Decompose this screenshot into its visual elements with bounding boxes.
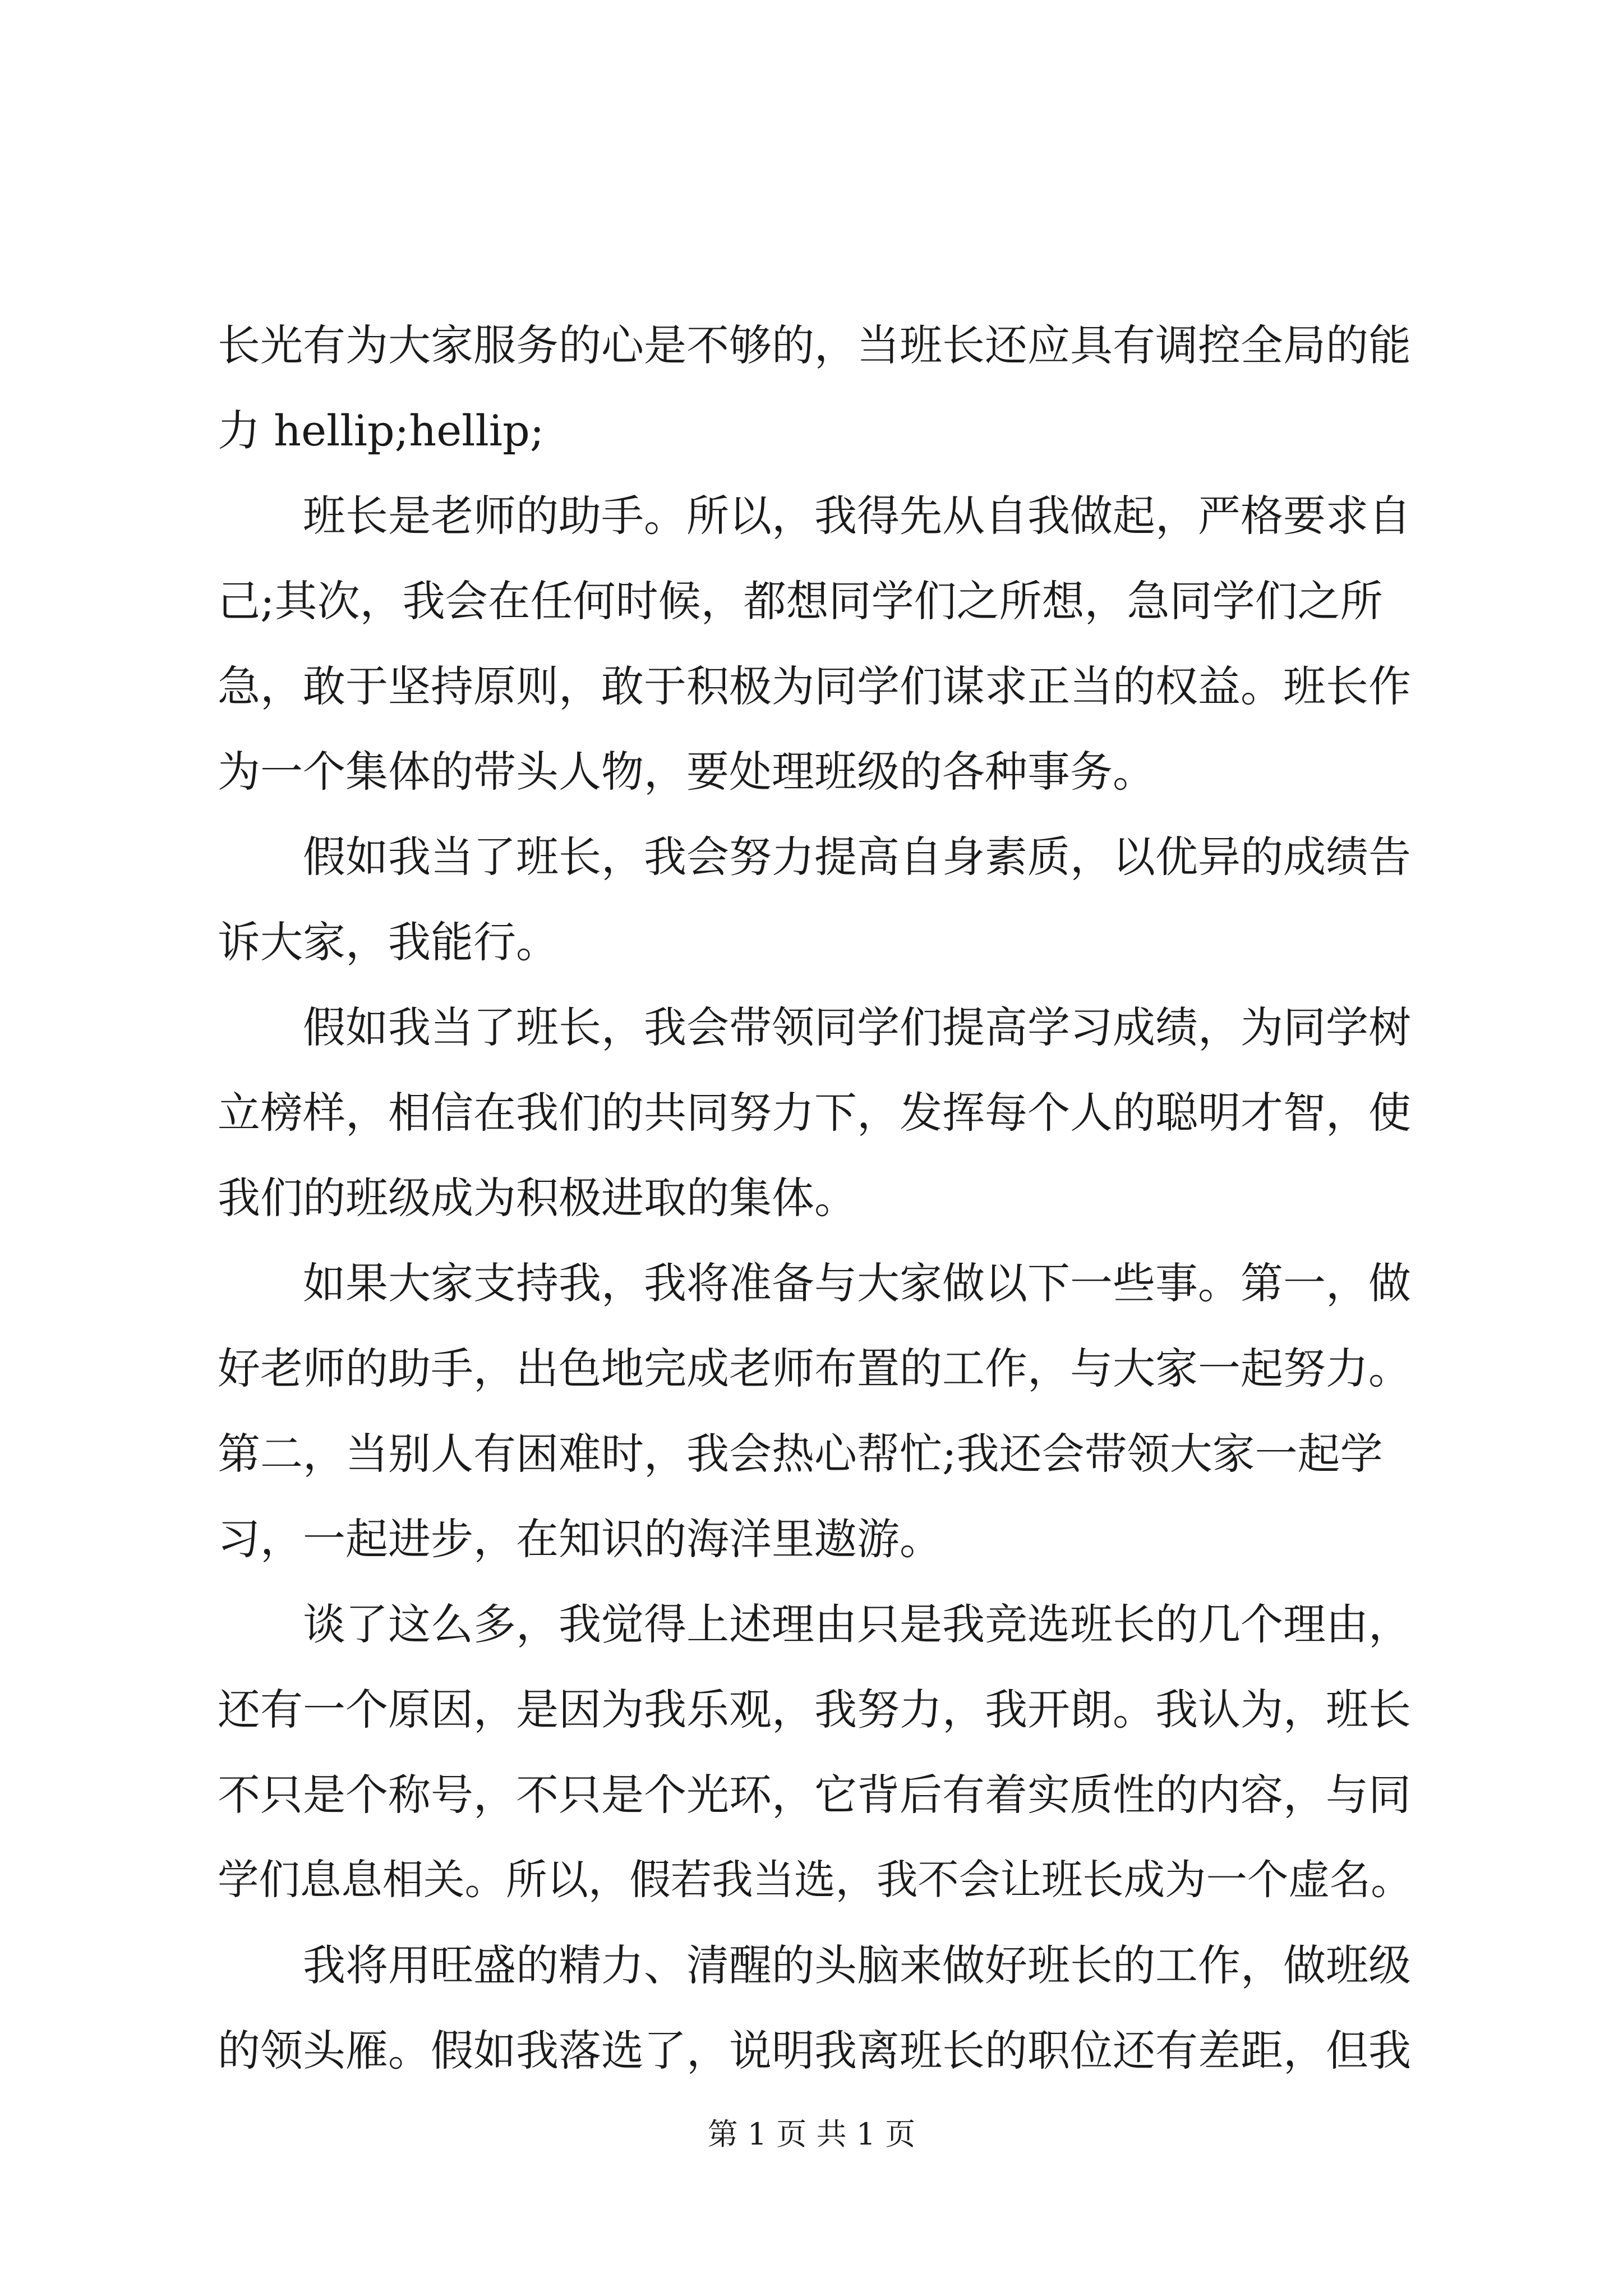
text-line: 力 hellip;hellip; [218, 406, 545, 455]
text-line: 好老师的助手，出色地完成老师布置的工作，与大家一起努力。 [218, 1343, 1411, 1393]
text-line: 我们的班级成为积极进取的集体。 [218, 1173, 857, 1223]
text-line: 如果大家支持我，我将准备与大家做以下一些事。第一，做 [303, 1258, 1411, 1308]
page-footer: 第 1 页 共 1 页 [707, 2116, 916, 2152]
text-line: 己;其次，我会在任何时候，都想同学们之所想，急同学们之所 [218, 576, 1383, 626]
text-line: 为一个集体的带头人物，要处理班级的各种事务。 [218, 747, 1155, 797]
text-line: 谈了这么多，我觉得上述理由只是我竞选班长的几个理由， [303, 1599, 1411, 1649]
text-line: 我将用旺盛的精力、清醒的头脑来做好班长的工作，做班级 [303, 1940, 1411, 1990]
text-line: 习，一起进步，在知识的海洋里遨游。 [218, 1514, 942, 1564]
text-line: 假如我当了班长，我会带领同学们提高学习成绩，为同学树 [303, 1002, 1411, 1052]
text-line: 不只是个称号，不只是个光环，它背后有着实质性的内容，与同 [218, 1770, 1411, 1820]
text-line: 学们息息相关。所以，假若我当选，我不会让班长成为一个虚名。 [218, 1856, 1412, 1904]
body-text [218, 303, 1412, 2093]
text-line: 班长是老师的助手。所以，我得先从自我做起，严格要求自 [303, 491, 1411, 541]
text-line: 第二，当别人有困难时，我会热心帮忙;我还会带领大家一起学 [218, 1429, 1383, 1479]
text-line: 急，敢于坚持原则，敢于积极为同学们谋求正当的权益。班长作 [218, 661, 1411, 711]
text-line: 诉大家，我能行。 [218, 917, 559, 967]
text-line: 的领头雁。假如我落选了，说明我离班长的职位还有差距，但我 [218, 2026, 1411, 2076]
text-line: 假如我当了班长，我会努力提高自身素质，以优异的成绩告 [303, 832, 1411, 882]
text-line: 还有一个原因，是因为我乐观，我努力，我开朗。我认为，班长 [218, 1685, 1411, 1734]
text-line: 长光有为大家服务的心是不够的，当班长还应具有调控全局的能 [218, 320, 1411, 370]
text-line: 立榜样，相信在我们的共同努力下，发挥每个人的聪明才智，使 [218, 1088, 1411, 1138]
